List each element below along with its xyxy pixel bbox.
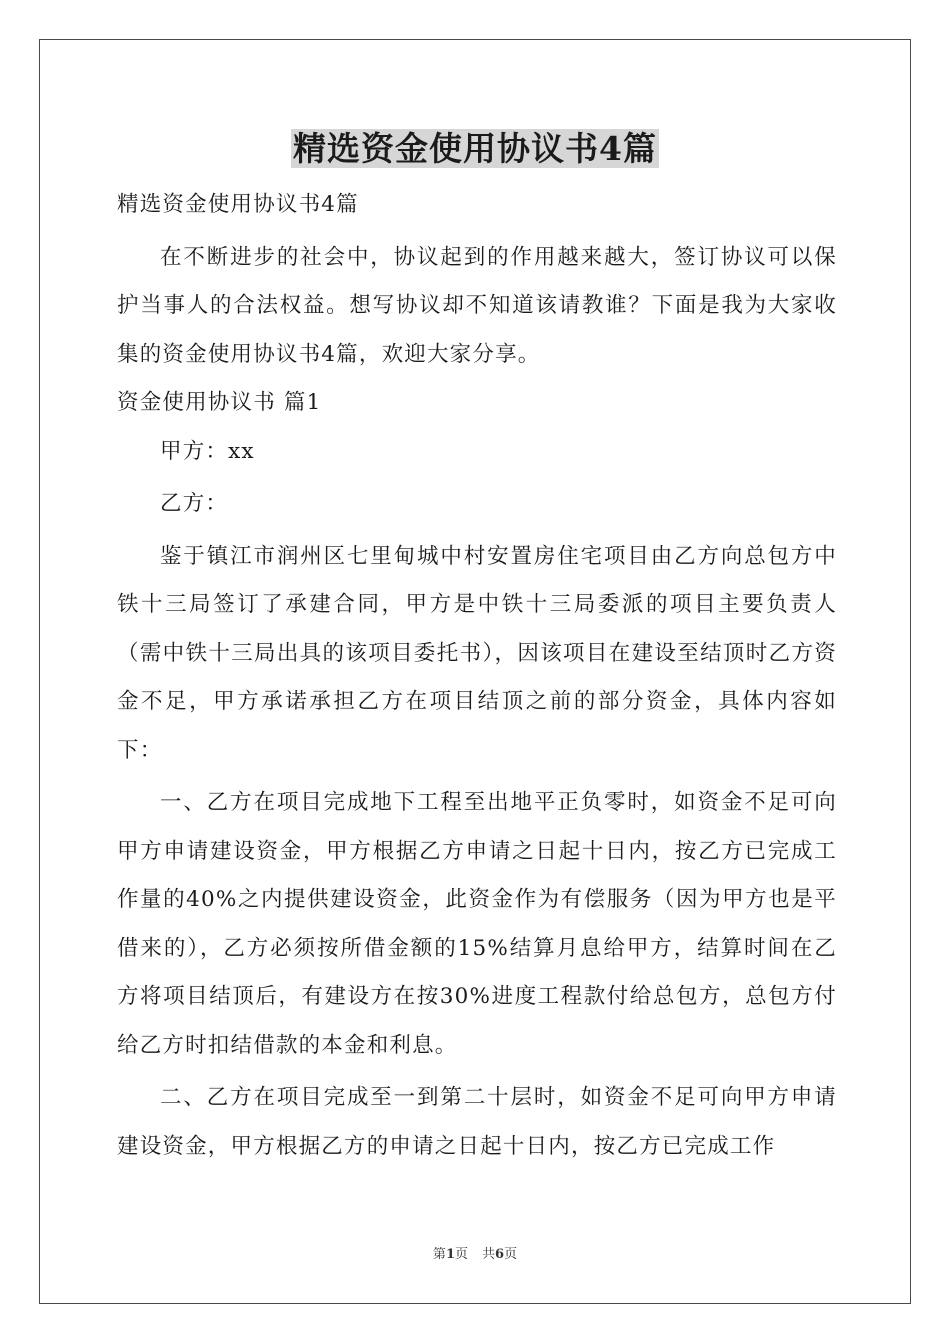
intro-paragraph: 在不断进步的社会中，协议起到的作用越来越大，签订协议可以保护当事人的合法权益。想写协议却不知道该请教谁？下面是我为大家收集的资金使用协议书4篇，欢迎大家分享。: [117, 244, 837, 367]
footer-page-suffix: 页: [454, 1247, 468, 1262]
subtitle-paragraph: 精选资金使用协议书4篇: [117, 192, 359, 217]
footer-page-prefix: 第: [432, 1247, 446, 1262]
clause-1-paragraph: 一、乙方在项目完成地下工程至出地平正负零时，如资金不足可向甲方申请建设资金，甲方根据乙方申请之日起十日内，按乙方已完成工作量的40%之内提供建设资金，此资金作为有偿服务（因为甲方也是平借来的），乙方必须按所借金额的15%结算月息给甲方，结算时间在乙方将项目结顶后，有建设方在按30%进度工程款付给总包方，总包方付给乙方时扣结借款的本金和利息。: [117, 790, 837, 1058]
clause-2-paragraph: 二、乙方在项目完成至一到第二十层时，如资金不足可向甲方申请建设资金，甲方根据乙方的申请之日起十日内，按乙方已完成工作: [117, 1085, 837, 1159]
footer-total-pages: 6: [495, 1247, 505, 1262]
document-title: [0, 127, 950, 171]
footer-total-prefix: 共: [482, 1247, 496, 1262]
party-a-line: 甲方：xx: [160, 438, 255, 464]
document-body: [117, 181, 837, 1171]
recital-paragraph: 鉴于镇江市润州区七里甸城中村安置房住宅项目由乙方向总包方中铁十三局签订了承建合同，甲方是中铁十三局委派的项目主要负责人（需中铁十三局出具的该项目委托书），因该项目在建设至结顶时乙方资金不足，甲方承诺承担乙方在项目结顶之前的部分资金，具体内容如下：: [117, 543, 837, 763]
page-footer: [0, 1246, 950, 1264]
party-b-line: 乙方：: [160, 491, 229, 516]
section-heading: 资金使用协议书 篇1: [117, 390, 322, 415]
footer-current-page: 1: [445, 1247, 455, 1262]
footer-total-suffix: 页: [504, 1247, 518, 1262]
document-title-text: 精选资金使用协议书4篇: [293, 129, 657, 168]
